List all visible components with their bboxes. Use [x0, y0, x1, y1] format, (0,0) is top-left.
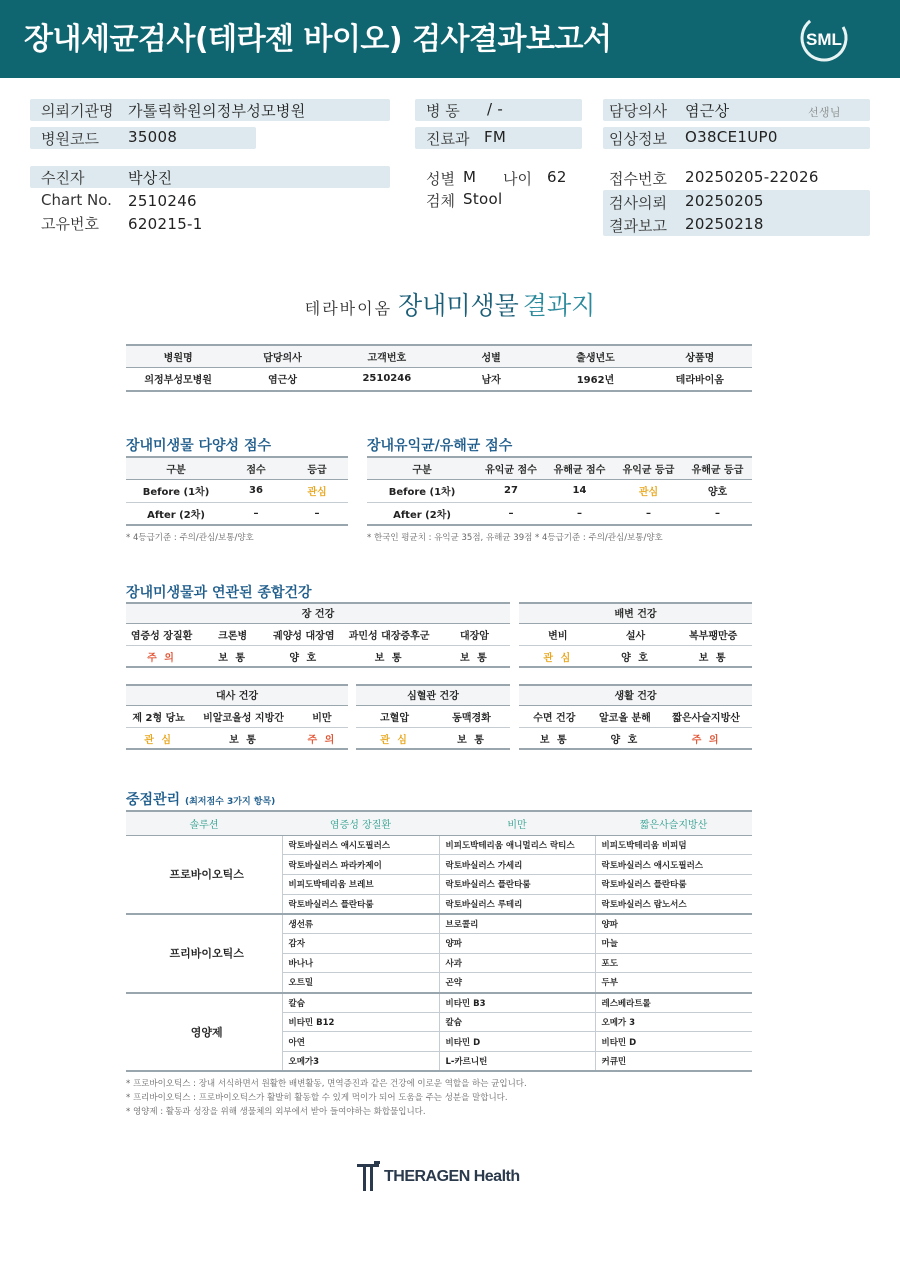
- table-cell: 36: [226, 479, 286, 502]
- table-row: [126, 835, 752, 855]
- table-cell: 테라바이옴: [648, 367, 752, 391]
- diversity-section-title: 장내미생물 다양성 점수: [126, 438, 271, 454]
- dept-label: 진료과: [426, 130, 470, 148]
- health-item: 짧은사슬지방산: [672, 713, 740, 724]
- table-header: 성별: [439, 345, 543, 367]
- dept-value: FM: [484, 128, 507, 146]
- health-grade: 주 의: [691, 734, 721, 746]
- age-value: 62: [547, 168, 567, 186]
- institution-label: 의뢰기관명: [41, 102, 114, 120]
- clinical-label: 임상정보: [609, 130, 667, 148]
- institution-value: 가톨릭학원의정부성모병원: [128, 102, 306, 120]
- table-header: 유해균 등급: [683, 457, 752, 479]
- table-cell: 바나나: [282, 953, 439, 973]
- table-cell: After (2차): [126, 502, 226, 525]
- doctor-label: 담당의사: [609, 102, 667, 120]
- table-row: [126, 914, 752, 934]
- table-cell: 락토바실러스 루테리: [439, 894, 595, 914]
- hospital-code-label: 병원코드: [41, 130, 99, 148]
- table-header: 상품명: [648, 345, 752, 367]
- chart-label: Chart No.: [41, 191, 112, 209]
- table-cell: 비피도박테리움 비피덤: [595, 835, 752, 855]
- patient-label: 수진자: [41, 169, 85, 187]
- table-cell: 비타민 B3: [439, 993, 595, 1013]
- health-grade: 보 통: [457, 734, 486, 746]
- table-cell: 포도: [595, 953, 752, 973]
- health-item: 알코올 분해: [599, 713, 651, 724]
- diversity-table: [126, 456, 348, 526]
- table-header: 고객번호: [335, 345, 439, 367]
- results-title-main: 장내미생물: [398, 291, 519, 320]
- table-cell: L-카르니틴: [439, 1052, 595, 1072]
- table-cell: 염근상: [230, 367, 334, 391]
- hospital-code-value: 35008: [128, 128, 178, 146]
- unique-label: 고유번호: [41, 215, 99, 233]
- table-cell: –: [477, 502, 545, 525]
- report-label: 결과보고: [609, 217, 667, 235]
- sex-value: M: [463, 168, 477, 186]
- table-cell: 브로콜리: [439, 914, 595, 934]
- report-header: [0, 0, 900, 78]
- table-cell: Before (1차): [367, 479, 477, 502]
- table-header: 출생년도: [543, 345, 647, 367]
- table-header: 담당의사: [230, 345, 334, 367]
- table-row: [367, 502, 752, 525]
- table-cell: 두부: [595, 973, 752, 993]
- health-item: 궤양성 대장염: [273, 631, 335, 642]
- table-cell: 오메가3: [282, 1052, 439, 1072]
- table-cell: 오메가 3: [595, 1012, 752, 1032]
- table-header: 병원명: [126, 345, 230, 367]
- solution-category: 프로바이오틱스: [126, 835, 282, 914]
- focus-section-title: [126, 789, 275, 809]
- focus-note: * 프로바이오틱스 : 장내 서식하면서 원활한 배변활동, 면역증진과 같은 건강에 이로운 역할을 하는 균입니다.: [126, 1079, 527, 1089]
- table-cell: 비타민 D: [439, 1032, 595, 1052]
- ward-label: 병 동: [426, 102, 460, 120]
- table-cell: 락토바실러스 애시도필러스: [595, 855, 752, 875]
- table-cell: After (2차): [367, 502, 477, 525]
- table-cell: 양파: [595, 914, 752, 934]
- gut-health-title: 장 건강: [126, 602, 510, 624]
- table-header: 유익균 등급: [614, 457, 683, 479]
- health-grade: 관 심: [380, 734, 409, 746]
- metabolic-health-title: 대사 건강: [126, 684, 348, 706]
- table-header: 솔루션: [126, 811, 282, 835]
- table-cell: 양파: [439, 933, 595, 953]
- theragen-logo: [356, 1160, 526, 1194]
- health-item: 수면 건강: [533, 713, 576, 724]
- table-row: [367, 479, 752, 502]
- table-cell: 생선류: [282, 914, 439, 934]
- solution-category: 프리바이오틱스: [126, 914, 282, 993]
- table-row: [126, 993, 752, 1013]
- table-cell: Before (1차): [126, 479, 226, 502]
- svg-text:SML: SML: [806, 30, 842, 49]
- table-cell: 곤약: [439, 973, 595, 993]
- health-item: 고혈압: [380, 713, 409, 724]
- table-cell: 의정부성모병원: [126, 367, 230, 391]
- health-grade: 주 의: [307, 734, 337, 746]
- table-cell: 레스베라트롤: [595, 993, 752, 1013]
- table-cell: 락토바실러스 플란타룸: [282, 894, 439, 914]
- focus-note: * 프리바이오틱스 : 프로바이오틱스가 활발히 활동할 수 있게 먹이가 되어 도움을 주는 성분을 말합니다.: [126, 1093, 508, 1103]
- sex-label: 성별: [426, 170, 455, 188]
- results-title-prefix: 테라바이옴: [304, 299, 393, 318]
- focus-title: 중점관리: [126, 792, 181, 808]
- table-header: 구분: [126, 457, 226, 479]
- table-header: 비만: [439, 811, 595, 835]
- grade-badge: 관심: [614, 479, 683, 502]
- health-item: 염증성 장질환: [130, 631, 193, 642]
- table-cell: 사과: [439, 953, 595, 973]
- table-header: 염증성 장질환: [282, 811, 439, 835]
- theragen-mark-icon: [356, 1161, 382, 1193]
- health-item: 제 2형 당뇨: [132, 713, 185, 724]
- table-cell: –: [614, 502, 683, 525]
- focus-note: * 영양제 : 활동과 성장을 위해 생물체의 외부에서 받아 들여야하는 화합물입니다.: [126, 1107, 426, 1117]
- table-cell: 락토바실러스 가세리: [439, 855, 595, 875]
- table-cell: –: [545, 502, 614, 525]
- report-title: 장내세균검사(테라젠 바이오) 검사결과보고서: [24, 22, 612, 57]
- table-cell: –: [226, 502, 286, 525]
- health-grade: 보 통: [374, 652, 404, 664]
- health-grade: 양 호: [621, 652, 650, 664]
- table-cell: 남자: [439, 367, 543, 391]
- health-grade: 주 의: [147, 652, 176, 664]
- cardio-health-group: [356, 684, 510, 750]
- table-row: [126, 479, 348, 502]
- grade-badge: 관심: [286, 479, 348, 502]
- table-cell: 비타민 B12: [282, 1012, 439, 1032]
- bowel-health-title: 배변 건강: [519, 602, 752, 624]
- health-grade: 보 통: [218, 652, 248, 664]
- health-item: 비만: [312, 713, 332, 724]
- health-grade: 관 심: [144, 734, 174, 746]
- health-item: 비알코올성 지방간: [203, 713, 284, 724]
- receipt-value: 20250205-22026: [685, 168, 819, 186]
- health-grade: 양 호: [289, 652, 319, 664]
- table-header: 구분: [367, 457, 477, 479]
- health-item: 과민성 대장증후군: [348, 631, 430, 642]
- results-title-suffix: 결과지: [522, 291, 596, 320]
- table-cell: 비피도박테리움 애니멀리스 락티스: [439, 835, 595, 855]
- table-header: 점수: [226, 457, 286, 479]
- age-label: 나이: [503, 170, 532, 188]
- table-cell: 비피도박테리움 브레브: [282, 874, 439, 894]
- table-cell: 칼슘: [439, 1012, 595, 1032]
- grade-badge: 양호: [683, 479, 752, 502]
- receipt-label: 접수번호: [609, 170, 667, 188]
- beneficial-section-title: 장내유익균/유해균 점수: [367, 438, 513, 454]
- health-item: 복부팽만증: [689, 631, 738, 642]
- health-item: 크론병: [218, 631, 248, 642]
- table-header: 등급: [286, 457, 348, 479]
- patient-value: 박상진: [128, 169, 173, 187]
- health-item: 변비: [548, 631, 568, 642]
- health-grade: 양 호: [610, 734, 640, 746]
- beneficial-table: [367, 456, 752, 526]
- health-grade: 보 통: [539, 734, 569, 746]
- health-section-title: 장내미생물과 연관된 종합건강: [126, 585, 312, 601]
- health-grade: 보 통: [460, 652, 489, 664]
- table-cell: 아연: [282, 1032, 439, 1052]
- table-cell: –: [286, 502, 348, 525]
- table-cell: 1962년: [543, 367, 647, 391]
- table-cell: 락토바실러스 플란타룸: [439, 874, 595, 894]
- bowel-health-group: [519, 602, 752, 668]
- table-cell: 칼슘: [282, 993, 439, 1013]
- table-cell: 락토바실러스 애시도필러스: [282, 835, 439, 855]
- table-cell: 비타민 D: [595, 1032, 752, 1052]
- clinical-value: O38CE1UP0: [685, 128, 778, 146]
- metabolic-health-group: [126, 684, 348, 750]
- table-row: [126, 367, 752, 391]
- health-grade: 보 통: [229, 734, 258, 746]
- table-header: 짧은사슬지방산: [595, 811, 752, 835]
- table-cell: 락토바실러스 파라카제이: [282, 855, 439, 875]
- gut-health-group: [126, 602, 510, 668]
- table-header: 유익균 점수: [477, 457, 545, 479]
- solution-category: 영양제: [126, 993, 282, 1072]
- request-label: 검사의뢰: [609, 194, 667, 212]
- table-header: 유해균 점수: [545, 457, 614, 479]
- health-grade: 보 통: [698, 652, 728, 664]
- sml-logo-icon: [796, 12, 852, 64]
- results-title: [0, 286, 900, 322]
- chart-value: 2510246: [128, 192, 197, 210]
- request-value: 20250205: [685, 192, 764, 210]
- health-item: 대장암: [459, 631, 489, 642]
- table-cell: 오트밀: [282, 973, 439, 993]
- table-cell: 2510246: [335, 367, 439, 391]
- health-item: 동맥경화: [452, 713, 491, 724]
- ward-value: / -: [487, 100, 504, 118]
- table-cell: 커큐민: [595, 1052, 752, 1072]
- table-cell: 14: [545, 479, 614, 502]
- life-health-title: 생활 건강: [519, 684, 752, 706]
- specimen-value: Stool: [463, 190, 503, 208]
- doctor-suffix: 선생님: [808, 106, 841, 119]
- table-cell: 락토바실러스 람노서스: [595, 894, 752, 914]
- table-cell: 감자: [282, 933, 439, 953]
- health-item: 설사: [625, 631, 646, 642]
- beneficial-note: * 한국인 평균치 : 유익균 35점, 유해균 39점 * 4등급기준 : 주의/관심/보통/양호: [367, 533, 663, 543]
- health-grade: 관 심: [543, 652, 573, 664]
- table-cell: 락토바실러스 플란타룸: [595, 874, 752, 894]
- table-row: [126, 502, 348, 525]
- report-value: 20250218: [685, 215, 764, 233]
- theragen-brand-text: THERAGEN Health: [384, 1168, 520, 1185]
- doctor-value: 염근상: [685, 102, 730, 120]
- life-health-group: [519, 684, 752, 750]
- basic-info-table: [126, 344, 752, 392]
- focus-subtitle: (최저점수 3가지 항목): [184, 797, 276, 807]
- table-cell: –: [683, 502, 752, 525]
- cardio-health-title: 심혈관 건강: [356, 684, 510, 706]
- table-cell: 27: [477, 479, 545, 502]
- focus-table: [126, 810, 752, 1072]
- table-cell: 마늘: [595, 933, 752, 953]
- diversity-note: * 4등급기준 : 주의/관심/보통/양호: [126, 533, 254, 543]
- unique-value: 620215-1: [128, 215, 203, 233]
- specimen-label: 검체: [426, 192, 455, 210]
